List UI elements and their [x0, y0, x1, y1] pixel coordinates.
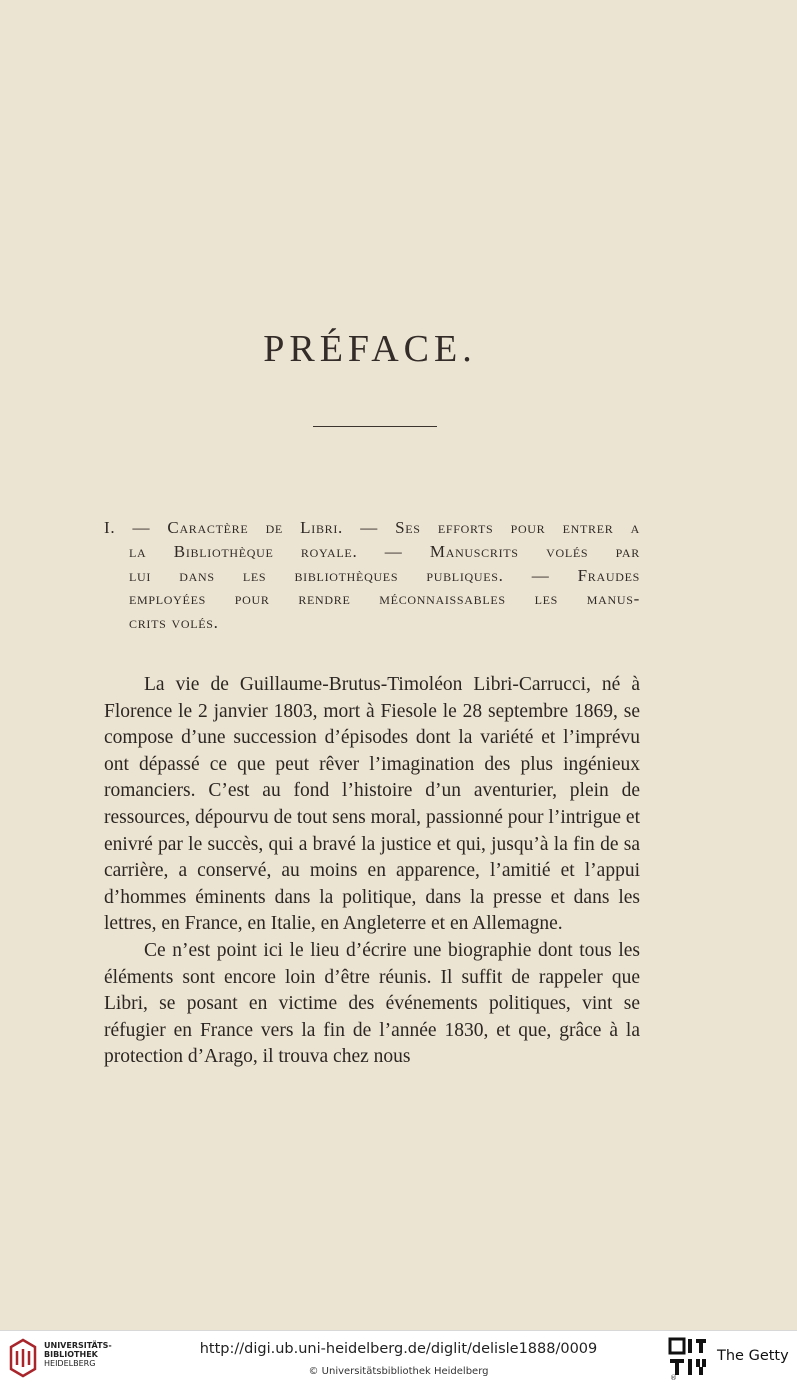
permalink-link[interactable]: http://digi.ub.uni-heidelberg.de/diglit/delisle1888/0009	[199, 1341, 598, 1357]
library-name-line: BIBLIOTHEK	[44, 1350, 98, 1359]
partner-name: The Getty	[717, 1348, 789, 1364]
registered-mark: ®	[670, 1374, 677, 1382]
summary-line: lui dans les bibliothèques publiques. — Fraudes	[129, 565, 640, 585]
title-rule	[313, 426, 437, 427]
summary-line: la Bibliothèque royale. — Manuscrits volés par	[129, 541, 640, 561]
copyright-notice: © Universitätsbibliothek Heidelberg	[308, 1366, 489, 1377]
library-name-line: HEIDELBERG	[44, 1359, 96, 1368]
body-text	[104, 672, 640, 1071]
viewer-footer	[0, 1330, 797, 1386]
paragraph: Ce n’est point ici le lieu d’écrire une biographie dont tous les éléments sont encore loin d’être réunis. Il suffit de rappeler que Libri, se posant en victime des événements politiques, vint se réfugier en France vers la fin de l’année 1830, et que, grâce à la protection d’Arago, il trouva chez nous	[104, 939, 640, 1068]
getty-logo-icon	[668, 1337, 708, 1377]
paragraph: La vie de Guillaume-Brutus-Timoléon Libri-Carrucci, né à Florence le 2 janvier 1803, mort à Fiesole le 28 septembre 1869, se compose d’une succession d’épisodes dont la variété et l’imprévu ont dépassé ce que peut rêver l’imagination des plus ingénieux romanciers. C’est au fond l’histoire d’un aventurier, plein de ressources, dépourvu de tout sens moral, passionné pour l’intrigue et enivré par le succès, qui a bravé la justice et qui, jusqu’à la fin de sa carrière, a conservé, au moins en apparence, l’amitié et l’appui d’hommes éminents dans la politique, dans la presse et dans les lettres, en France, en Italie, en Angleterre et en Allemagne.	[104, 674, 640, 935]
summary-line: crits volés.	[129, 613, 219, 633]
summary-line: employées pour rendre méconnaissables les manus-	[129, 589, 640, 609]
summary-line: I. — Caractère de Libri. — Ses efforts pour entrer a	[104, 518, 640, 537]
chapter-summary	[104, 516, 640, 635]
page-title: PRÉFACE.	[263, 328, 477, 370]
library-name-line: UNIVERSITÄTS-	[44, 1341, 112, 1350]
